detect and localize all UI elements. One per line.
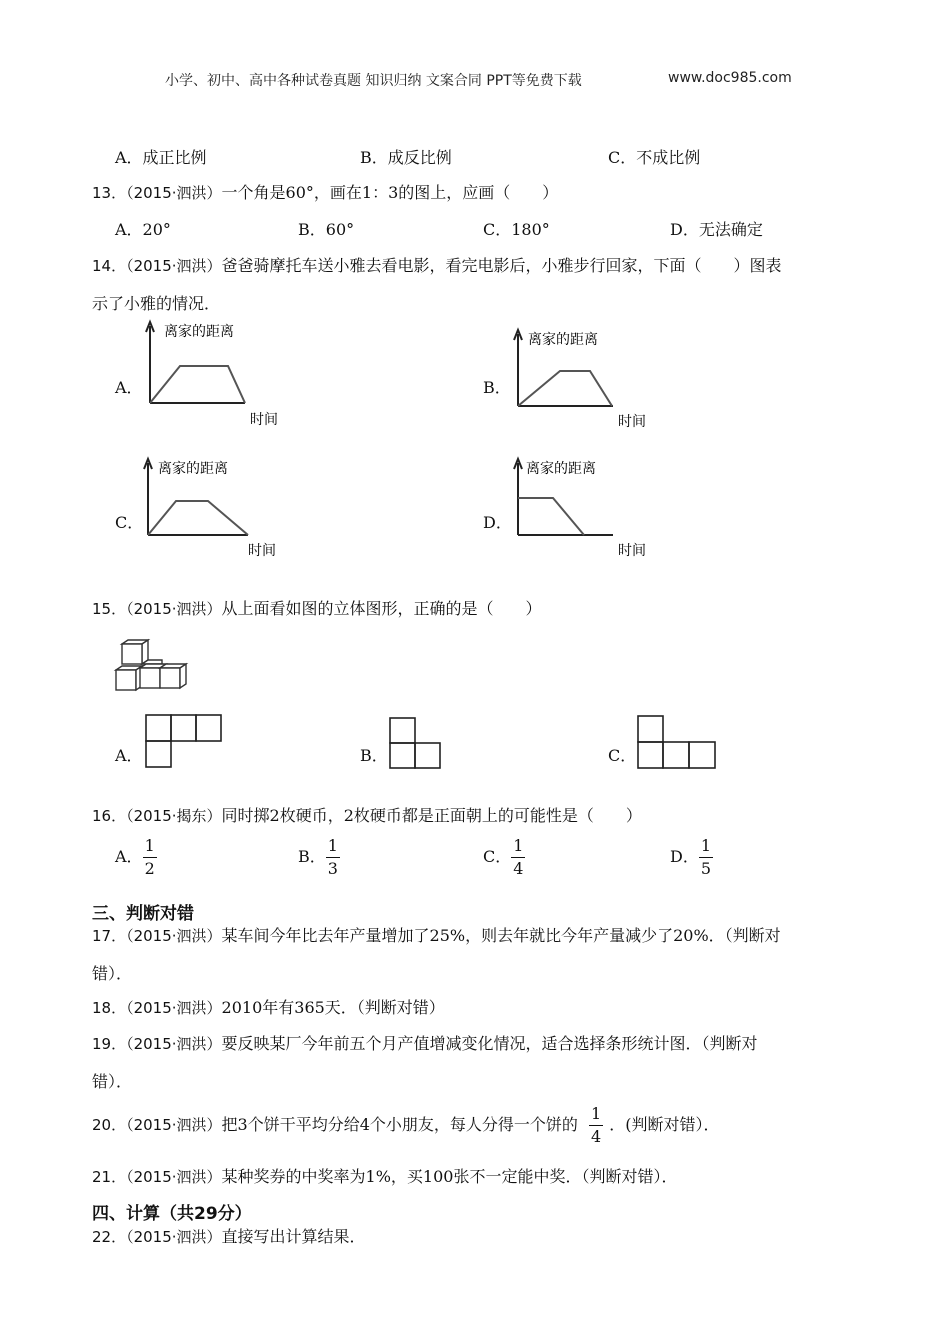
q18-text: 2010年有365天．（判断对错） <box>221 998 445 1017</box>
q14-graph-b <box>508 326 658 438</box>
y-axis-arrow <box>514 330 522 406</box>
q20-number: 20． <box>92 1116 127 1134</box>
q16-option-b <box>298 838 340 877</box>
q14-option-c: C． <box>115 513 144 532</box>
q16-source: （2015·揭东） <box>126 807 222 825</box>
numerator: 1 <box>326 838 340 858</box>
x-axis-label: 时间 <box>618 414 646 430</box>
q21-text: 某种奖券的中奖率为1%，买100张不一定能中奖．（判断对错）． <box>221 1167 678 1186</box>
q14-stem <box>92 253 782 276</box>
q13-stem <box>92 180 558 203</box>
q13-option-b: B．60° <box>298 220 355 239</box>
y-axis-label: 离家的距离 <box>158 461 228 477</box>
q21-stem <box>92 1164 677 1187</box>
q17-stem <box>92 923 781 946</box>
distance-line <box>518 371 612 406</box>
y-axis-label: 离家的距离 <box>528 332 598 348</box>
q17-number: 17． <box>92 927 127 945</box>
q22-stem <box>92 1224 366 1247</box>
q18-number: 18． <box>92 999 127 1017</box>
numerator: 1 <box>699 838 713 858</box>
q14-text-line2: 示了小雅的情况． <box>92 294 221 313</box>
q13-option-d: D．无法确定 <box>670 220 763 239</box>
q15-top-view-a <box>145 714 225 770</box>
denominator: 4 <box>513 859 524 878</box>
denominator: 5 <box>700 859 712 878</box>
fraction <box>143 838 157 877</box>
q14-source: （2015·泗洪） <box>126 257 222 275</box>
y-axis-arrow <box>144 459 152 535</box>
q13-source: （2015·泗洪） <box>126 184 222 202</box>
y-axis-label: 离家的距离 <box>526 461 596 477</box>
q15-text: 从上面看如图的立体图形，正确的是（ ） <box>221 599 542 618</box>
fraction <box>326 838 340 877</box>
q22-text: 直接写出计算结果． <box>221 1227 366 1246</box>
option-label: A． <box>115 847 143 866</box>
q15-source: （2015·泗洪） <box>126 600 222 618</box>
q18-source: （2015·泗洪） <box>126 999 222 1017</box>
q19-source: （2015·泗洪） <box>126 1035 222 1053</box>
y-axis-arrow <box>146 322 154 403</box>
q12-option-b: B．成反比例 <box>360 148 452 167</box>
q21-number: 21． <box>92 1168 127 1186</box>
q13-option-a: A．20° <box>115 220 171 239</box>
q16-stem <box>92 803 642 826</box>
option-label: D． <box>670 847 699 866</box>
q16-option-d <box>670 838 713 877</box>
option-label: C． <box>483 847 512 866</box>
q15-stem <box>92 596 542 619</box>
q20-stem <box>92 1106 719 1145</box>
q15-number: 15． <box>92 600 127 618</box>
q21-source: （2015·泗洪） <box>126 1168 222 1186</box>
q19-text-line1: 要反映某厂今年前五个月产值增减变化情况，适合选择条形统计图．（判断对 <box>221 1034 758 1053</box>
section-4-title: 四、计算（共29分） <box>92 1204 252 1224</box>
option-label: B． <box>298 847 326 866</box>
q16-option-a <box>115 838 157 877</box>
q22-number: 22． <box>92 1228 127 1246</box>
distance-line <box>148 501 248 535</box>
q20-fraction <box>589 1106 603 1145</box>
x-axis-label: 时间 <box>250 412 278 428</box>
q13-number: 13． <box>92 184 127 202</box>
q15-top-view-b <box>389 717 445 771</box>
header-left: 小学、初中、高中各种试卷真题 知识归纳 文案合同 PPT等免费下载 <box>165 73 582 89</box>
numerator: 1 <box>143 838 157 858</box>
distance-line <box>518 498 584 535</box>
q18-stem <box>92 995 445 1018</box>
q14-option-d: D． <box>483 513 512 532</box>
x-axis-label: 时间 <box>618 543 646 559</box>
q14-graph-c <box>138 455 288 567</box>
q14-text-line1: 爸爸骑摩托车送小雅去看电影，看完电影后，小雅步行回家，下面（ ）图表 <box>221 256 782 275</box>
numerator: 1 <box>511 838 525 858</box>
q15-option-a: A． <box>115 746 143 765</box>
q14-graph-d <box>508 455 658 567</box>
q17-source: （2015·泗洪） <box>126 927 222 945</box>
fraction <box>511 838 525 877</box>
q16-text: 同时掷2枚硬币，2枚硬币都是正面朝上的可能性是（ ） <box>221 806 642 825</box>
q22-source: （2015·泗洪） <box>126 1228 222 1246</box>
q19-number: 19． <box>92 1035 127 1053</box>
distance-line <box>150 366 245 403</box>
q13-text: 一个角是60°，画在1：3的图上，应画（ ） <box>221 183 559 202</box>
q12-option-c: C．不成比例 <box>608 148 701 167</box>
q15-option-c: C． <box>608 746 637 765</box>
denominator: 3 <box>327 859 338 878</box>
header-website: www.doc985.com <box>668 70 792 86</box>
denominator: 4 <box>591 1127 602 1146</box>
q16-option-c <box>483 838 525 877</box>
q14-number: 14． <box>92 257 127 275</box>
q15-option-b: B． <box>360 746 388 765</box>
q12-option-a: A．成正比例 <box>115 148 207 167</box>
q14-option-a: A． <box>115 378 143 397</box>
q13-option-c: C．180° <box>483 220 550 239</box>
q14-graph-a <box>140 318 290 430</box>
section-3-title: 三、判断对错 <box>92 904 194 924</box>
y-axis-label: 离家的距离 <box>164 324 234 340</box>
q14-option-b: B． <box>483 378 511 397</box>
q15-top-view-c <box>637 715 719 771</box>
fraction <box>699 838 713 877</box>
numerator: 1 <box>589 1106 603 1126</box>
x-axis-label: 时间 <box>248 543 276 559</box>
q16-number: 16． <box>92 807 127 825</box>
q20-text-a: 把3个饼干平均分给4个小朋友，每人分得一个饼的 <box>221 1115 578 1134</box>
q20-text-b: ．(判断对错）． <box>609 1115 720 1134</box>
q20-source: （2015·泗洪） <box>126 1116 222 1134</box>
denominator: 2 <box>144 859 155 878</box>
q17-text-line2: 错）． <box>92 964 133 983</box>
q17-text-line1: 某车间今年比去年产量增加了25%，则去年就比今年产量减少了20%．（判断对 <box>221 926 781 945</box>
q19-text-line2: 错）． <box>92 1072 133 1091</box>
q19-stem <box>92 1031 758 1054</box>
q15-cube-figure <box>110 638 195 696</box>
